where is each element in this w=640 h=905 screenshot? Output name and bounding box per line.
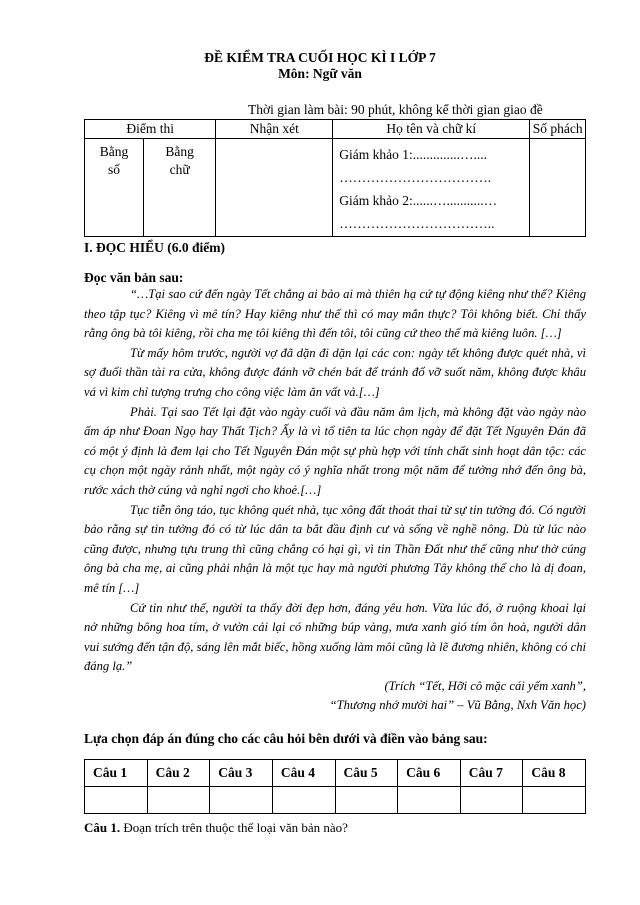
answer-header: Câu 1 xyxy=(85,760,148,787)
answer-header: Câu 2 xyxy=(147,760,210,787)
passage-paragraph: “…Tại sao cứ đến ngày Tết chẳng ai bảo ai mà thiên hạ cứ tự động kiêng như thế? Kiêng theo tập tục? Kiêng vì mê tín? Hay kiêng như thế thì có may mắn thực? Tôi không biết. Chỉ thấy rằng ông bà tôi kiêng, rồi cha mẹ tôi kiêng thì đến tôi, tôi cũng cứ theo thế mà kiêng luôn. […] xyxy=(84,287,586,341)
judge2-label[interactable]: Giám khảo 2:......…...........… xyxy=(339,193,498,208)
answer-cell[interactable] xyxy=(272,787,335,814)
passage-paragraph: Phải. Tại sao Tết lại đặt vào ngày cuối và đầu năm âm lịch, mà không đặt vào ngày nào ấm áp như Đoan Ngọ hay Thất Tịch? Ấy là vì tổ tiên ta lúc chọn ngày để đặt Tết Nguyên Đán đã có một ý định là đem lại cho Tết Nguyên Đán một sự phù hợp với tính chất sinh hoạt dân tộc: các cụ chọn một ngày rảnh nhất, một ngày có ý nghĩa nhất trong một năm để tưởng nhớ đến ông bà, rước xách thờ cúng và nghỉ ngơi cho khoẻ.[…] xyxy=(84,404,586,497)
score-by-word-cell xyxy=(144,139,216,237)
citation-line2: “Thương nhớ mười hai” – Vũ Bằng, Nxh Văn học) xyxy=(329,698,586,713)
answer-header: Câu 3 xyxy=(210,760,273,787)
by-word-line1: Bằng xyxy=(165,144,194,159)
answer-cell[interactable] xyxy=(85,787,148,814)
passage-paragraph: Từ mấy hôm trước, người vợ đã dặn đi dặn lại các con: ngày tết không được quét nhà, vì sợ đuổi thần tài ra cửa, không được đánh vỡ chén bát để tránh đổ vỡ suốt năm, không được khâu vá vì kim chỉ tượng trưng cho công việc làm ăn vất vả.[…] xyxy=(84,345,586,399)
answer-cell[interactable] xyxy=(460,787,523,814)
exam-subject: Môn: Ngữ văn xyxy=(278,66,362,81)
name-header: Họ tên và chữ kí xyxy=(333,120,530,139)
answer-header: Câu 6 xyxy=(398,760,461,787)
answer-cell[interactable] xyxy=(147,787,210,814)
question-1-text: Đoạn trích trên thuộc thể loại văn bản nào? xyxy=(123,820,348,835)
answer-table xyxy=(84,759,586,814)
score-header: Điểm thi xyxy=(85,120,216,139)
exam-time: Thời gian làm bài: 90 phút, không kể thời gian giao đề xyxy=(248,102,543,117)
code-header: Số phách xyxy=(530,120,586,139)
answer-cell[interactable] xyxy=(523,787,586,814)
question-1-label: Câu 1. xyxy=(84,820,121,835)
by-number-line1: Bằng xyxy=(99,144,129,159)
reading-passage xyxy=(84,285,586,716)
answer-cell[interactable] xyxy=(335,787,398,814)
judge1-label[interactable]: Giám khảo 1:..............….... xyxy=(339,147,488,162)
passage-paragraph: Cứ tin như thế, người ta thấy đời đẹp hơn, đáng yêu hơn. Vừa lúc đó, ở ruộng khoai lại nở những bông hoa tím, ở vườn cải lại có những búp vàng, mưa xanh gió tím ôn hoà, người dân vui sướng đến tận độ, sáng lên mắt biếc, hồng xuống làm môi cũng là lẽ đương nhiên, không có chi đáng lạ.” xyxy=(84,600,586,674)
answer-header: Câu 4 xyxy=(272,760,335,787)
judge-cell xyxy=(333,139,530,237)
answer-instruction: Lựa chọn đáp án đúng cho các câu hỏi bên dưới và điền vào bảng sau: xyxy=(84,731,488,746)
comment-cell[interactable] xyxy=(216,139,333,237)
section-heading: I. ĐỌC HIỂU (6.0 điểm) xyxy=(84,240,225,255)
answer-header: Câu 8 xyxy=(523,760,586,787)
answer-header: Câu 5 xyxy=(335,760,398,787)
answer-header: Câu 7 xyxy=(460,760,523,787)
question-1 xyxy=(84,820,348,836)
answer-cell[interactable] xyxy=(210,787,273,814)
judge2-dots[interactable]: …………………………….. xyxy=(339,216,495,231)
judge1-dots[interactable]: ……………………………. xyxy=(339,170,492,185)
score-table xyxy=(84,119,586,237)
exam-title: ĐỀ KIỂM TRA CUỐI HỌC KÌ I LỚP 7 xyxy=(204,50,436,65)
code-cell[interactable] xyxy=(530,139,586,237)
by-number-line2: số xyxy=(107,162,120,177)
comment-header: Nhận xét xyxy=(216,120,333,139)
by-word-line2: chữ xyxy=(169,162,190,177)
answer-cell[interactable] xyxy=(398,787,461,814)
score-by-number-cell xyxy=(85,139,144,237)
passage-paragraph: Tục tiễn ông táo, tục không quét nhà, tục xông đất thoát thai từ sự tin tưởng đó. Có người bảo rằng sự tin tưởng đó có từ lúc dân ta bắt đầu định cư và sống về nghề nông. Dù từ lúc nào cũng được, nhưng tựu trung thì cũng chẳng có hại gì, vì tin Thần Đất như thế cũng như thờ cúng ông bà cha mẹ, ai cũng phải nhận là một tục hay mà người phương Tây không thể cho là dị đoan, mê tín […] xyxy=(84,502,586,595)
read-label: Đọc văn bản sau: xyxy=(84,270,184,285)
citation-line1: (Trích “Tết, Hỡi cô mặc cái yếm xanh”, xyxy=(384,678,586,693)
